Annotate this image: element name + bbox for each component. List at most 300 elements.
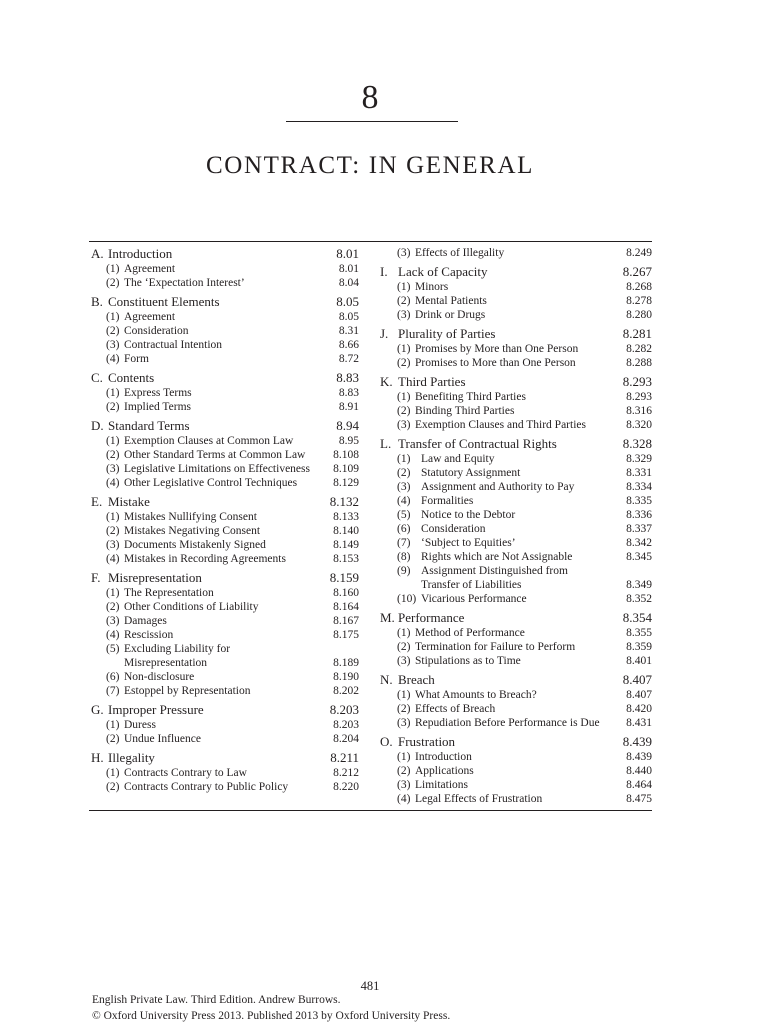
toc-subentry[interactable] xyxy=(380,246,652,260)
toc-section-title: Mistake xyxy=(108,494,150,509)
toc-subentry-ref: 8.342 xyxy=(626,537,652,549)
toc-subentry-ref: 8.83 xyxy=(338,387,359,399)
toc-subentry-ref: 8.337 xyxy=(626,523,652,535)
toc-subentry-label: Legislative Limitations on Effectiveness xyxy=(124,463,310,475)
toc-section-heading-text xyxy=(91,246,315,262)
toc-section xyxy=(91,494,359,566)
toc-subentry-text xyxy=(106,338,315,352)
toc-section-title: Third Parties xyxy=(398,374,466,389)
toc-subentry-label: Exemption Clauses and Third Parties xyxy=(415,419,586,431)
toc-subentry-text xyxy=(397,640,608,654)
toc-subentry-label: Law and Equity xyxy=(421,453,495,465)
toc-subentry-label: Consideration xyxy=(124,325,189,337)
toc-subentry[interactable] xyxy=(91,400,359,414)
toc-subentry[interactable] xyxy=(91,586,359,600)
toc-subentry-ref: 8.401 xyxy=(626,655,652,667)
toc-section-ref: 8.281 xyxy=(622,326,652,341)
toc-subentry[interactable] xyxy=(380,792,652,806)
toc-section xyxy=(91,570,359,698)
toc-subentry-text xyxy=(397,792,608,806)
toc-subentry-number: (1) xyxy=(397,627,411,639)
toc-subentry-number: (2) xyxy=(106,449,120,461)
toc-subentry[interactable] xyxy=(380,750,652,764)
toc-subentry-number: (6) xyxy=(397,523,411,535)
chapter-rule xyxy=(286,121,458,122)
toc-subentry-ref: 8.140 xyxy=(333,525,359,537)
toc-subentry[interactable] xyxy=(380,480,652,494)
toc-subentry-ref: 8.464 xyxy=(626,779,652,791)
toc-subentry[interactable] xyxy=(91,684,359,698)
toc-section xyxy=(91,702,359,746)
toc-section-ref: 8.132 xyxy=(329,494,359,509)
toc-section-ref: 8.293 xyxy=(622,374,652,389)
toc-subentry-number: (2) xyxy=(397,765,411,777)
toc-subentry-number: (9) xyxy=(397,565,411,577)
toc-subentry[interactable] xyxy=(91,718,359,732)
toc-subentry-ref: 8.31 xyxy=(338,325,359,337)
toc-subentry-ref: 8.108 xyxy=(333,449,359,461)
toc-section-title: Transfer of Contractual Rights xyxy=(398,436,557,451)
toc-subentry[interactable] xyxy=(91,732,359,746)
toc-subentry[interactable] xyxy=(380,522,652,536)
toc-subentry-label: Repudiation Before Performance is Due xyxy=(415,717,600,729)
toc-subentry-ref: 8.160 xyxy=(333,587,359,599)
toc-section-title: Breach xyxy=(398,672,435,687)
toc-section-letter: J. xyxy=(380,326,389,341)
toc-subentry-label: Mistakes in Recording Agreements xyxy=(124,553,286,565)
toc-subentry[interactable] xyxy=(91,352,359,366)
toc-subentry[interactable] xyxy=(380,508,652,522)
toc-subentry-label: Notice to the Debtor xyxy=(421,509,516,521)
toc-subentry-label: Other Conditions of Liability xyxy=(124,601,259,613)
toc-subentry-ref: 8.355 xyxy=(626,627,652,639)
toc-subentry-label: Undue Influence xyxy=(124,733,201,745)
toc-section xyxy=(91,294,359,366)
toc-subentry[interactable] xyxy=(380,418,652,432)
toc-section-heading-text xyxy=(91,294,315,310)
toc-subentry-label: Legal Effects of Frustration xyxy=(415,793,543,805)
toc-section-title: Contents xyxy=(108,370,155,385)
toc-subentry-number: (1) xyxy=(106,587,120,599)
toc-subentry[interactable] xyxy=(380,688,652,702)
toc-subentry-number: (1) xyxy=(397,343,411,355)
toc-subentry-ref: 8.407 xyxy=(626,689,652,701)
toc-subentry-ref: 8.440 xyxy=(626,765,652,777)
toc-subentry-text xyxy=(397,750,608,764)
toc-subentry-number: (3) xyxy=(106,339,120,351)
toc-subentry-number: (7) xyxy=(397,537,411,549)
toc-subentry[interactable] xyxy=(91,310,359,324)
toc-subentry-label: Introduction xyxy=(415,751,472,763)
toc-subentry-text xyxy=(397,508,608,522)
toc-subentry[interactable] xyxy=(380,280,652,294)
toc-subentry-text xyxy=(397,564,608,592)
toc-subentry-label: Damages xyxy=(124,615,167,627)
toc-subentry-number: (5) xyxy=(397,509,411,521)
toc-subentry[interactable] xyxy=(91,628,359,642)
toc-subentry[interactable] xyxy=(91,766,359,780)
toc-subentry-text xyxy=(106,614,315,628)
toc-subentry-text xyxy=(106,538,315,552)
toc-subentry[interactable] xyxy=(380,778,652,792)
toc-subentry-number: (3) xyxy=(397,779,411,791)
toc-section-heading[interactable] xyxy=(380,326,652,342)
toc-section-heading[interactable] xyxy=(91,246,359,262)
toc-subentry[interactable] xyxy=(91,538,359,552)
toc-subentry-text xyxy=(106,448,315,462)
toc-section-heading[interactable] xyxy=(380,734,652,750)
toc-subentry[interactable] xyxy=(380,716,652,730)
toc-subentry-label: Drink or Drugs xyxy=(415,309,486,321)
toc-subentry-label: Method of Performance xyxy=(415,627,525,639)
toc-section-ref: 8.203 xyxy=(329,702,359,717)
toc-subentry-ref: 8.175 xyxy=(333,629,359,641)
toc-subentry-label: Termination for Failure to Perform xyxy=(415,641,576,653)
toc-section-heading-text xyxy=(91,702,315,718)
toc-subentry-ref: 8.190 xyxy=(333,671,359,683)
toc-subentry-text xyxy=(397,550,608,564)
toc-section-heading-text xyxy=(91,370,315,386)
toc-subentry-ref: 8.336 xyxy=(626,509,652,521)
toc-subentry-ref: 8.204 xyxy=(333,733,359,745)
toc-subentry-text xyxy=(397,418,608,432)
toc-subentry-ref: 8.268 xyxy=(626,281,652,293)
toc-section xyxy=(380,326,652,370)
toc-subentry[interactable] xyxy=(380,390,652,404)
toc-subentry-label: Assignment and Authority to Pay xyxy=(421,481,575,493)
toc-subentry-ref: 8.334 xyxy=(626,481,652,493)
toc-subentry-text xyxy=(397,466,608,480)
toc-section-letter: K. xyxy=(380,374,393,389)
toc-subentry-number: (3) xyxy=(106,615,120,627)
toc-subentry-label: Binding Third Parties xyxy=(415,405,515,417)
toc-subentry-number: (6) xyxy=(106,671,120,683)
toc-subentry[interactable] xyxy=(380,294,652,308)
toc-subentry[interactable] xyxy=(380,702,652,716)
toc-section-ref: 8.159 xyxy=(329,570,359,585)
toc-subentry-text xyxy=(397,688,608,702)
toc-section-heading[interactable] xyxy=(91,294,359,310)
toc-section-ref: 8.267 xyxy=(622,264,652,279)
toc-subentry[interactable] xyxy=(380,654,652,668)
toc-subentry-ref: 8.288 xyxy=(626,357,652,369)
toc-section-heading[interactable] xyxy=(91,418,359,434)
toc-subentry[interactable] xyxy=(91,338,359,352)
toc-subentry-label: Rights which are Not Assignable xyxy=(421,551,573,563)
toc-subentry-ref: 8.91 xyxy=(338,401,359,413)
toc-subentry[interactable] xyxy=(91,524,359,538)
toc-section-ref: 8.05 xyxy=(336,294,359,309)
toc-left-column xyxy=(91,246,359,794)
toc-subentry[interactable] xyxy=(91,780,359,794)
toc-subentry-label: Mental Patients xyxy=(415,295,487,307)
toc-subentry-label: Effects of Illegality xyxy=(415,247,505,259)
toc-subentry-text xyxy=(397,480,608,494)
toc-section-title: Misrepresentation xyxy=(108,570,202,585)
toc-subentry-ref: 8.349 xyxy=(626,579,652,591)
toc-subentry[interactable] xyxy=(91,476,359,490)
toc-section xyxy=(91,418,359,490)
toc-section-letter: D. xyxy=(91,418,104,433)
toc-subentry-number: (1) xyxy=(106,263,120,275)
toc-section-heading-text xyxy=(91,750,315,766)
toc-section-letter: A. xyxy=(91,246,104,261)
toc-subentry-number: (1) xyxy=(397,689,411,701)
toc-section-title: Illegality xyxy=(108,750,155,765)
toc-subentry-label: Form xyxy=(124,353,149,365)
toc-subentry-text xyxy=(397,294,608,308)
toc-subentry-text xyxy=(106,718,315,732)
toc-subentry-label: Estoppel by Representation xyxy=(124,685,251,697)
toc-section-heading[interactable] xyxy=(380,374,652,390)
toc-subentry-number: (3) xyxy=(397,655,411,667)
toc-subentry-number: (1) xyxy=(106,387,120,399)
toc-subentry-ref: 8.153 xyxy=(333,553,359,565)
toc-subentry[interactable] xyxy=(91,670,359,684)
toc-subentry[interactable] xyxy=(380,550,652,564)
toc-subentry[interactable] xyxy=(380,626,652,640)
toc-section-heading-text xyxy=(91,418,315,434)
toc-subentry-ref: 8.05 xyxy=(338,311,359,323)
toc-subentry[interactable] xyxy=(91,510,359,524)
toc-subentry[interactable] xyxy=(91,276,359,290)
toc-subentry-number: (4) xyxy=(397,793,411,805)
toc-subentry-text xyxy=(397,778,608,792)
toc-section xyxy=(380,610,652,668)
toc-subentry-text xyxy=(106,324,315,338)
toc-subentry-ref: 8.278 xyxy=(626,295,652,307)
toc-subentry-number: (4) xyxy=(106,477,120,489)
chapter-number: 8 xyxy=(361,79,379,116)
toc-subentry-text xyxy=(106,476,315,490)
toc-subentry[interactable] xyxy=(380,640,652,654)
toc-subentry-text xyxy=(397,764,608,778)
toc-subentry-ref: 8.331 xyxy=(626,467,652,479)
toc-section-heading-text xyxy=(380,264,608,280)
toc-subentry-text xyxy=(106,310,315,324)
toc-subentry-number: (1) xyxy=(106,719,120,731)
toc-subentry-text xyxy=(106,524,315,538)
toc-subentry-ref: 8.475 xyxy=(626,793,652,805)
toc-subentry-number: (1) xyxy=(397,281,411,293)
toc-subentry-label: Excluding Liability for Misrepresentation xyxy=(124,643,231,669)
toc-subentry-number: (3) xyxy=(397,419,411,431)
toc-subentry[interactable] xyxy=(380,592,652,606)
toc-subentry-label: Express Terms xyxy=(124,387,192,399)
toc-subentry-number: (2) xyxy=(397,357,411,369)
toc-section xyxy=(380,436,652,606)
chapter-title: CONTRACT: IN GENERAL xyxy=(206,152,534,179)
toc-subentry-number: (2) xyxy=(397,295,411,307)
toc-section-heading-text xyxy=(380,436,608,452)
toc-subentry[interactable] xyxy=(91,262,359,276)
toc-subentry-ref: 8.352 xyxy=(626,593,652,605)
toc-subentry-number: (2) xyxy=(397,405,411,417)
toc-section-heading[interactable] xyxy=(91,750,359,766)
toc-subentry[interactable] xyxy=(380,404,652,418)
toc-subentry-ref: 8.293 xyxy=(626,391,652,403)
toc-section-heading[interactable] xyxy=(91,494,359,510)
toc-subentry-number: (1) xyxy=(397,453,411,465)
toc-subentry-ref: 8.01 xyxy=(338,263,359,275)
toc-subentry-text xyxy=(106,552,315,566)
toc-subentry[interactable] xyxy=(91,448,359,462)
toc-subentry-number: (7) xyxy=(106,685,120,697)
toc-subentry-label: Promises to More than One Person xyxy=(415,357,576,369)
toc-subentry-text xyxy=(397,626,608,640)
toc-subentry[interactable] xyxy=(380,342,652,356)
toc-subentry[interactable] xyxy=(380,466,652,480)
toc-subentry-number: (3) xyxy=(106,539,120,551)
toc-subentry-text xyxy=(106,462,315,476)
toc-section-heading-text xyxy=(91,570,315,586)
toc-top-rule xyxy=(89,241,652,242)
toc-subentry-label: Stipulations as to Time xyxy=(415,655,521,667)
toc-section-letter: L. xyxy=(380,436,392,451)
toc-subentry-label: Other Standard Terms at Common Law xyxy=(124,449,306,461)
toc-subentry-ref: 8.320 xyxy=(626,419,652,431)
toc-subentry-text xyxy=(106,766,315,780)
toc-subentry-ref: 8.345 xyxy=(626,551,652,563)
toc-subentry[interactable] xyxy=(91,386,359,400)
toc-subentry[interactable] xyxy=(380,494,652,508)
toc-subentry-label: Rescission xyxy=(124,629,174,641)
toc-subentry-text xyxy=(397,280,608,294)
toc-subentry-number: (4) xyxy=(106,553,120,565)
toc-subentry[interactable] xyxy=(91,614,359,628)
toc-subentry-ref: 8.04 xyxy=(338,277,359,289)
toc-subentry[interactable] xyxy=(380,536,652,550)
toc-section-title: Lack of Capacity xyxy=(398,264,488,279)
toc-subentry-ref: 8.133 xyxy=(333,511,359,523)
toc-subentry-label: Benefiting Third Parties xyxy=(415,391,526,403)
toc-section-heading-text xyxy=(380,672,608,688)
toc-section-title: Improper Pressure xyxy=(108,702,204,717)
toc-subentry-text xyxy=(397,356,608,370)
toc-section-heading[interactable] xyxy=(91,370,359,386)
toc-section-heading-text xyxy=(91,494,315,510)
toc-section-heading-text xyxy=(380,734,608,750)
toc-subentry-text xyxy=(106,262,315,276)
toc-subentry-ref: 8.280 xyxy=(626,309,652,321)
toc-section-ref: 8.211 xyxy=(330,750,359,765)
toc-subentry-text xyxy=(397,246,608,260)
toc-subentry-label: Duress xyxy=(124,719,156,731)
toc-subentry[interactable] xyxy=(91,462,359,476)
toc-subentry-ref: 8.66 xyxy=(338,339,359,351)
toc-subentry-text xyxy=(397,404,608,418)
toc-subentry[interactable] xyxy=(91,434,359,448)
toc-section xyxy=(380,734,652,806)
toc-subentry-number: (3) xyxy=(397,309,411,321)
toc-subentry-text xyxy=(397,522,608,536)
toc-section-heading[interactable] xyxy=(380,264,652,280)
toc-subentry[interactable] xyxy=(380,764,652,778)
toc-subentry-label: Limitations xyxy=(415,779,469,791)
toc-subentry-number: (5) xyxy=(106,643,120,655)
toc-subentry-number: (1) xyxy=(397,751,411,763)
toc-subentry[interactable] xyxy=(91,642,359,670)
toc-section-heading[interactable] xyxy=(380,672,652,688)
toc-subentry-number: (10) xyxy=(397,593,417,605)
toc-subentry-text xyxy=(397,592,608,606)
toc-subentry-text xyxy=(106,600,315,614)
toc-subentry-text xyxy=(397,308,608,322)
toc-subentry-label: Implied Terms xyxy=(124,401,192,413)
toc-section-heading-text xyxy=(380,610,608,626)
toc-right-column xyxy=(380,246,652,806)
toc-section-heading[interactable] xyxy=(91,570,359,586)
toc-subentry-text xyxy=(397,654,608,668)
toc-subentry[interactable] xyxy=(380,356,652,370)
toc-bottom-rule xyxy=(89,810,652,811)
toc-subentry-text xyxy=(106,400,315,414)
toc-subentry-label: Non-disclosure xyxy=(124,671,195,683)
toc-section-heading[interactable] xyxy=(91,702,359,718)
toc-subentry-text xyxy=(397,494,608,508)
toc-subentry-label: Contracts Contrary to Public Policy xyxy=(124,781,289,793)
toc-subentry-label: Agreement xyxy=(124,263,176,275)
toc-subentry-number: (2) xyxy=(106,733,120,745)
toc-subentry-number: (2) xyxy=(106,601,120,613)
toc-subentry-ref: 8.212 xyxy=(333,767,359,779)
toc-subentry[interactable] xyxy=(380,308,652,322)
toc-section-title: Introduction xyxy=(108,246,173,261)
toc-section-title: Performance xyxy=(398,610,465,625)
toc-subentry-label: What Amounts to Breach? xyxy=(415,689,537,701)
toc-section-letter: B. xyxy=(91,294,103,309)
toc-subentry-label: The Representation xyxy=(124,587,214,599)
toc-section-ref: 8.94 xyxy=(336,418,359,433)
toc-subentry-label: Consideration xyxy=(421,523,486,535)
toc-subentry-ref: 8.282 xyxy=(626,343,652,355)
toc-subentry-label: Contractual Intention xyxy=(124,339,223,351)
toc-subentry-label: ‘Subject to Equities’ xyxy=(421,537,516,549)
toc-section-letter: E. xyxy=(91,494,103,509)
toc-section-title: Frustration xyxy=(398,734,456,749)
toc-subentry-text xyxy=(106,510,315,524)
toc-subentry-label: Other Legislative Control Techniques xyxy=(124,477,298,489)
toc-subentry[interactable] xyxy=(380,564,652,592)
toc-section-heading-text xyxy=(380,326,608,342)
toc-section-ref: 8.328 xyxy=(622,436,652,451)
toc-subentry-number: (2) xyxy=(106,325,120,337)
toc-subentry-text xyxy=(397,536,608,550)
toc-subentry-number: (4) xyxy=(106,353,120,365)
toc-section-letter: N. xyxy=(380,672,393,687)
toc-subentry-ref: 8.202 xyxy=(333,685,359,697)
toc-section xyxy=(380,374,652,432)
toc-subentry-number: (4) xyxy=(106,629,120,641)
toc-subentry-ref: 8.420 xyxy=(626,703,652,715)
toc-subentry-label: Minors xyxy=(415,281,449,293)
toc-subentry-text xyxy=(106,670,315,684)
toc-subentry-ref: 8.329 xyxy=(626,453,652,465)
toc-section-heading[interactable] xyxy=(380,610,652,626)
toc-section xyxy=(91,370,359,414)
toc-subentry[interactable] xyxy=(91,324,359,338)
toc-section xyxy=(380,264,652,322)
toc-subentry-number: (3) xyxy=(397,247,411,259)
toc-subentry[interactable] xyxy=(91,600,359,614)
toc-subentry[interactable] xyxy=(380,452,652,466)
toc-subentry-ref: 8.439 xyxy=(626,751,652,763)
toc-section-heading[interactable] xyxy=(380,436,652,452)
toc-section-ref: 8.01 xyxy=(336,246,359,261)
toc-subentry-ref: 8.249 xyxy=(626,247,652,259)
toc-subentry[interactable] xyxy=(91,552,359,566)
toc-section-letter: G. xyxy=(91,702,104,717)
